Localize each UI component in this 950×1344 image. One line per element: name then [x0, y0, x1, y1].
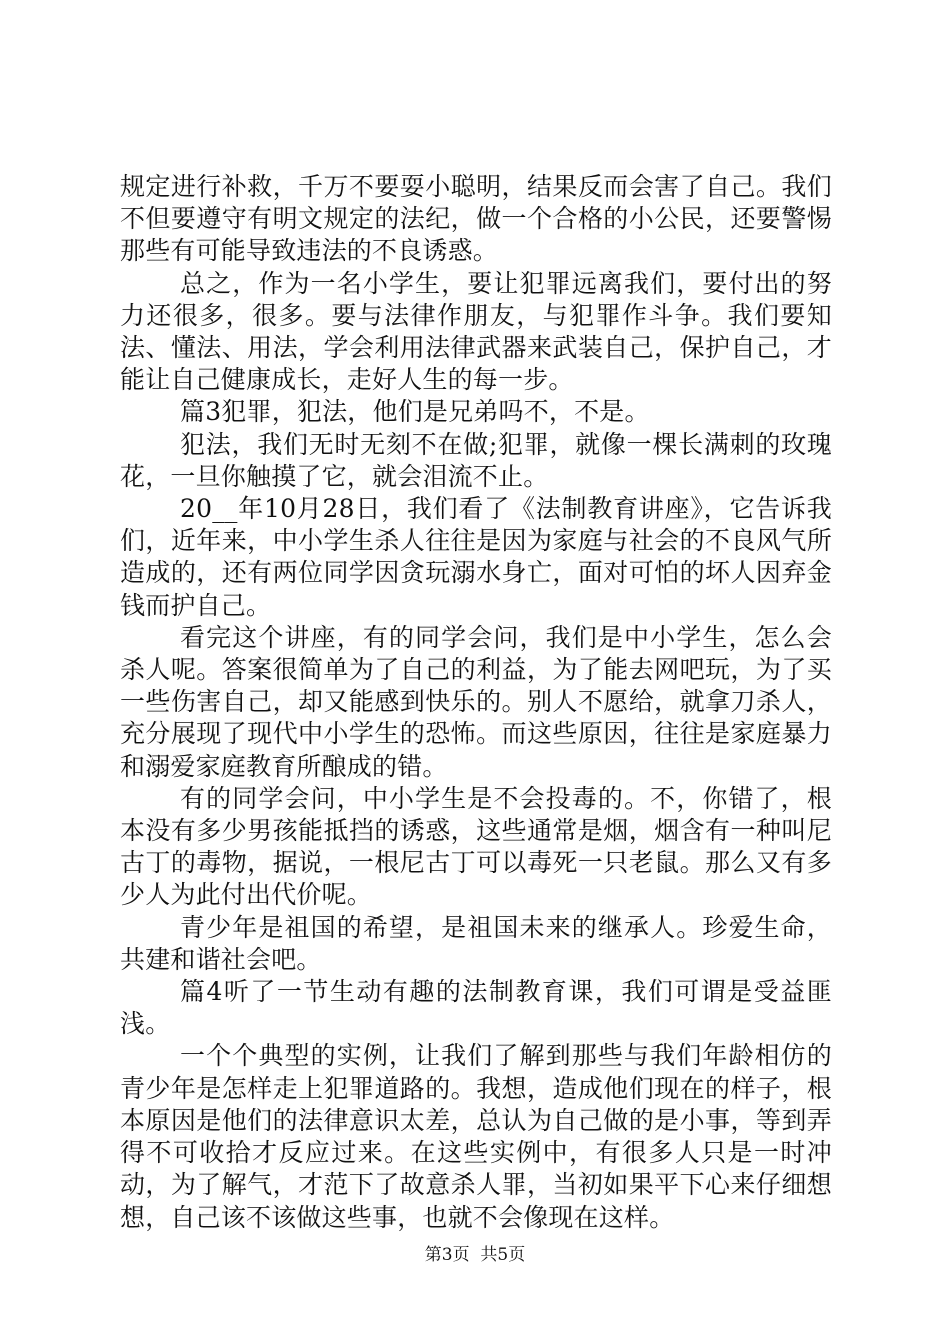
- page-footer: [0, 1240, 950, 1265]
- paragraph-6: 看完这个讲座，有的同学会问，我们是中小学生，怎么会杀人呢。答案很简单为了自己的利益，为了能去网吧玩，为了买一些伤害自己，却又能感到快乐的。别人不愿给，就拿刀杀人，充分展现了现代中小学生的恐怖。而这些原因，往往是家庭暴力和溺爱家庭教育所酿成的错。: [120, 622, 832, 781]
- paragraph-9: 篇4听了一节生动有趣的法制教育课，我们可谓是受益匪浅。: [120, 977, 832, 1039]
- paragraph-1: 规定进行补救，千万不要耍小聪明，结果反而会害了自己。我们不但要遵守有明文规定的法纪，做一个合格的小公民，还要警惕那些有可能导致违法的不良诱惑。: [120, 172, 832, 266]
- paragraph-4: 犯法，我们无时无刻不在做;犯罪，就像一棵长满刺的玫瑰花，一旦你触摸了它，就会泪流不止。: [120, 429, 832, 491]
- paragraph-7: 有的同学会问，中小学生是不会投毒的。不，你错了，根本没有多少男孩能抵挡的诱惑，这些通常是烟，烟含有一种叫尼古丁的毒物，据说，一根尼古丁可以毒死一只老鼠。那么又有多少人为此付出代价呢。: [120, 783, 832, 910]
- paragraph-10: 一个个典型的实例，让我们了解到那些与我们年龄相仿的青少年是怎样走上犯罪道路的。我想，造成他们现在的样子，根本原因是他们的法律意识太差，总认为自己做的是小事，等到弄得不可收拾才反应过来。在这些实例中，有很多人只是一时冲动，为了解气，才范下了故意杀人罪，当初如果平下心来仔细想想，自己该不该做这些事，也就不会像现在这样。: [120, 1041, 832, 1232]
- document-body: [120, 171, 832, 1234]
- paragraph-3: 篇3犯罪，犯法，他们是兄弟吗不，不是。: [180, 397, 650, 427]
- page-number-label: 第3页 共5页: [424, 1245, 526, 1265]
- paragraph-2: 总之，作为一名小学生，要让犯罪远离我们，要付出的努力还很多，很多。要与法律作朋友，与犯罪作斗争。我们要知法、懂法、用法，学会利用法律武器来武装自己，保护自己，才能让自己健康成长，走好人生的每一步。: [120, 268, 832, 395]
- paragraph-8: 青少年是祖国的希望，是祖国未来的继承人。珍爱生命，共建和谐社会吧。: [120, 912, 832, 974]
- paragraph-5: 20__年10月28日，我们看了《法制教育讲座》，它告诉我们，近年来，中小学生杀人往往是因为家庭与社会的不良风气所造成的，还有两位同学因贪玩溺水身亡，面对可怕的坏人因弃金钱而护自己。: [120, 494, 832, 620]
